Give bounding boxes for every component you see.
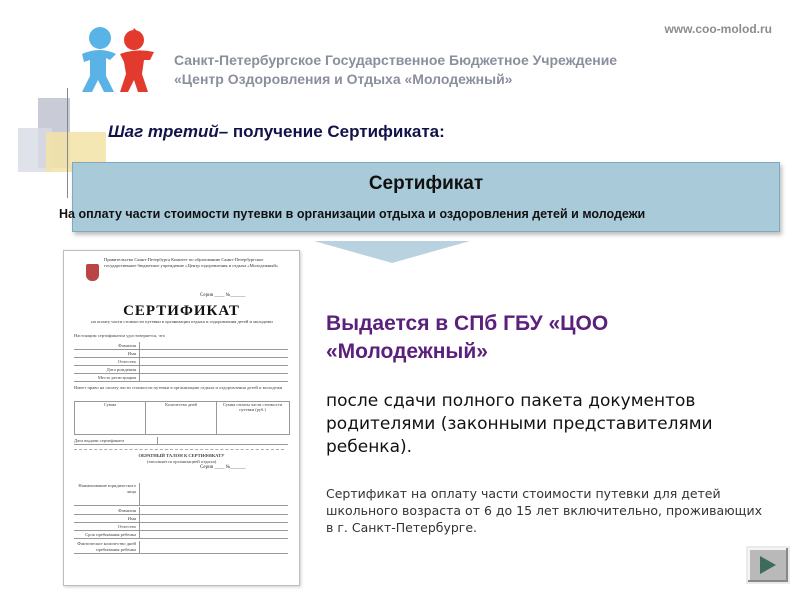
coupon-series: Серия ____ №______ [200, 465, 246, 470]
step-title-emph: Шаг третий [108, 122, 219, 141]
step-title-rest: – получение Сертификата: [218, 122, 445, 141]
logo-figures [76, 24, 160, 94]
coupon-row: Срок пребывания ребенка [74, 531, 288, 539]
coupon-row: Отчество [74, 523, 288, 531]
banner-title: Сертификат [368, 173, 484, 194]
doc-issue-date: Дата выдачи сертификата [74, 437, 288, 445]
down-arrow-icon [314, 241, 470, 263]
doc-table [74, 401, 290, 435]
doc-field-row: Имя [74, 350, 288, 358]
doc-series: Серия ____ №______ [200, 293, 246, 298]
doc-col: Сумма оплаты части стоимости путевки (руб.) [222, 402, 283, 412]
doc-col: Количество дней [146, 402, 217, 434]
coupon-sub: (заполняется организацией отдыха) [146, 459, 217, 464]
doc-cut-line [74, 449, 284, 451]
doc-col: Сумма [75, 402, 146, 434]
doc-field-row: Место регистрации [74, 374, 288, 382]
age-note-text: Сертификат на оплату части стоимости путевки для детей школьного возраста от 6 до 15 лет включительно, проживающих в г. Санкт-Петербурге. [326, 486, 762, 535]
banner-subtitle: На оплату части стоимости путевки в организации отдыха и оздоровления детей и молодежи [59, 207, 646, 221]
site-url[interactable]: www.coo-molod.ru [664, 22, 772, 36]
coupon-title: ОБРАТНЫЙ ТАЛОН К СЕРТИФИКАТУ [138, 453, 225, 458]
doc-certifies: Настоящим сертификатом удостоверяется, что [74, 333, 166, 338]
coupon-row: Фактическое количество дней пребывания ребенка [74, 541, 288, 554]
decor-line [67, 88, 68, 198]
doc-right-text: Имеет право на оплату части стоимости путевки в организацию отдыха и оздоровления детей и молодежи [74, 385, 283, 390]
doc-field-row: Фамилия [74, 342, 288, 350]
next-slide-button[interactable] [746, 546, 790, 584]
certificate-banner [59, 162, 780, 232]
coupon-row: Наименование юридического лица [74, 483, 288, 506]
doc-field-row: Отчество [74, 358, 288, 366]
doc-header: Правительство Санкт-Петербурга Комитет по образованию Санкт-Петербургское государственное бюджетное учреждение «Центр оздоровления и отдыха «Молодежный» [104, 257, 279, 268]
after-documents-text: после сдачи полного пакета документов родителями (законными представителями ребенка). [326, 391, 713, 457]
step-title [108, 122, 445, 142]
org-name-line1: Санкт-Петербургское Государственное Бюджетное Учреждение [174, 52, 618, 68]
crest-icon [86, 264, 99, 281]
doc-title: СЕРТИФИКАТ [123, 303, 240, 319]
doc-field-row: Дата рождения [74, 366, 288, 374]
coupon-row: Фамилия [74, 507, 288, 515]
doc-subtitle: на оплату части стоимости путевки в организации отдыха и оздоровления детей и молодежи [91, 319, 273, 324]
org-name-line2: «Центр Оздоровления и Отдыха «Молодежный» [174, 71, 513, 87]
next-arrow-icon [760, 556, 776, 574]
issued-by-text: Выдается в СПб ГБУ «ЦОО «Молодежный» [326, 312, 609, 363]
coupon-row: Имя [74, 515, 288, 523]
certificate-document [63, 250, 300, 586]
